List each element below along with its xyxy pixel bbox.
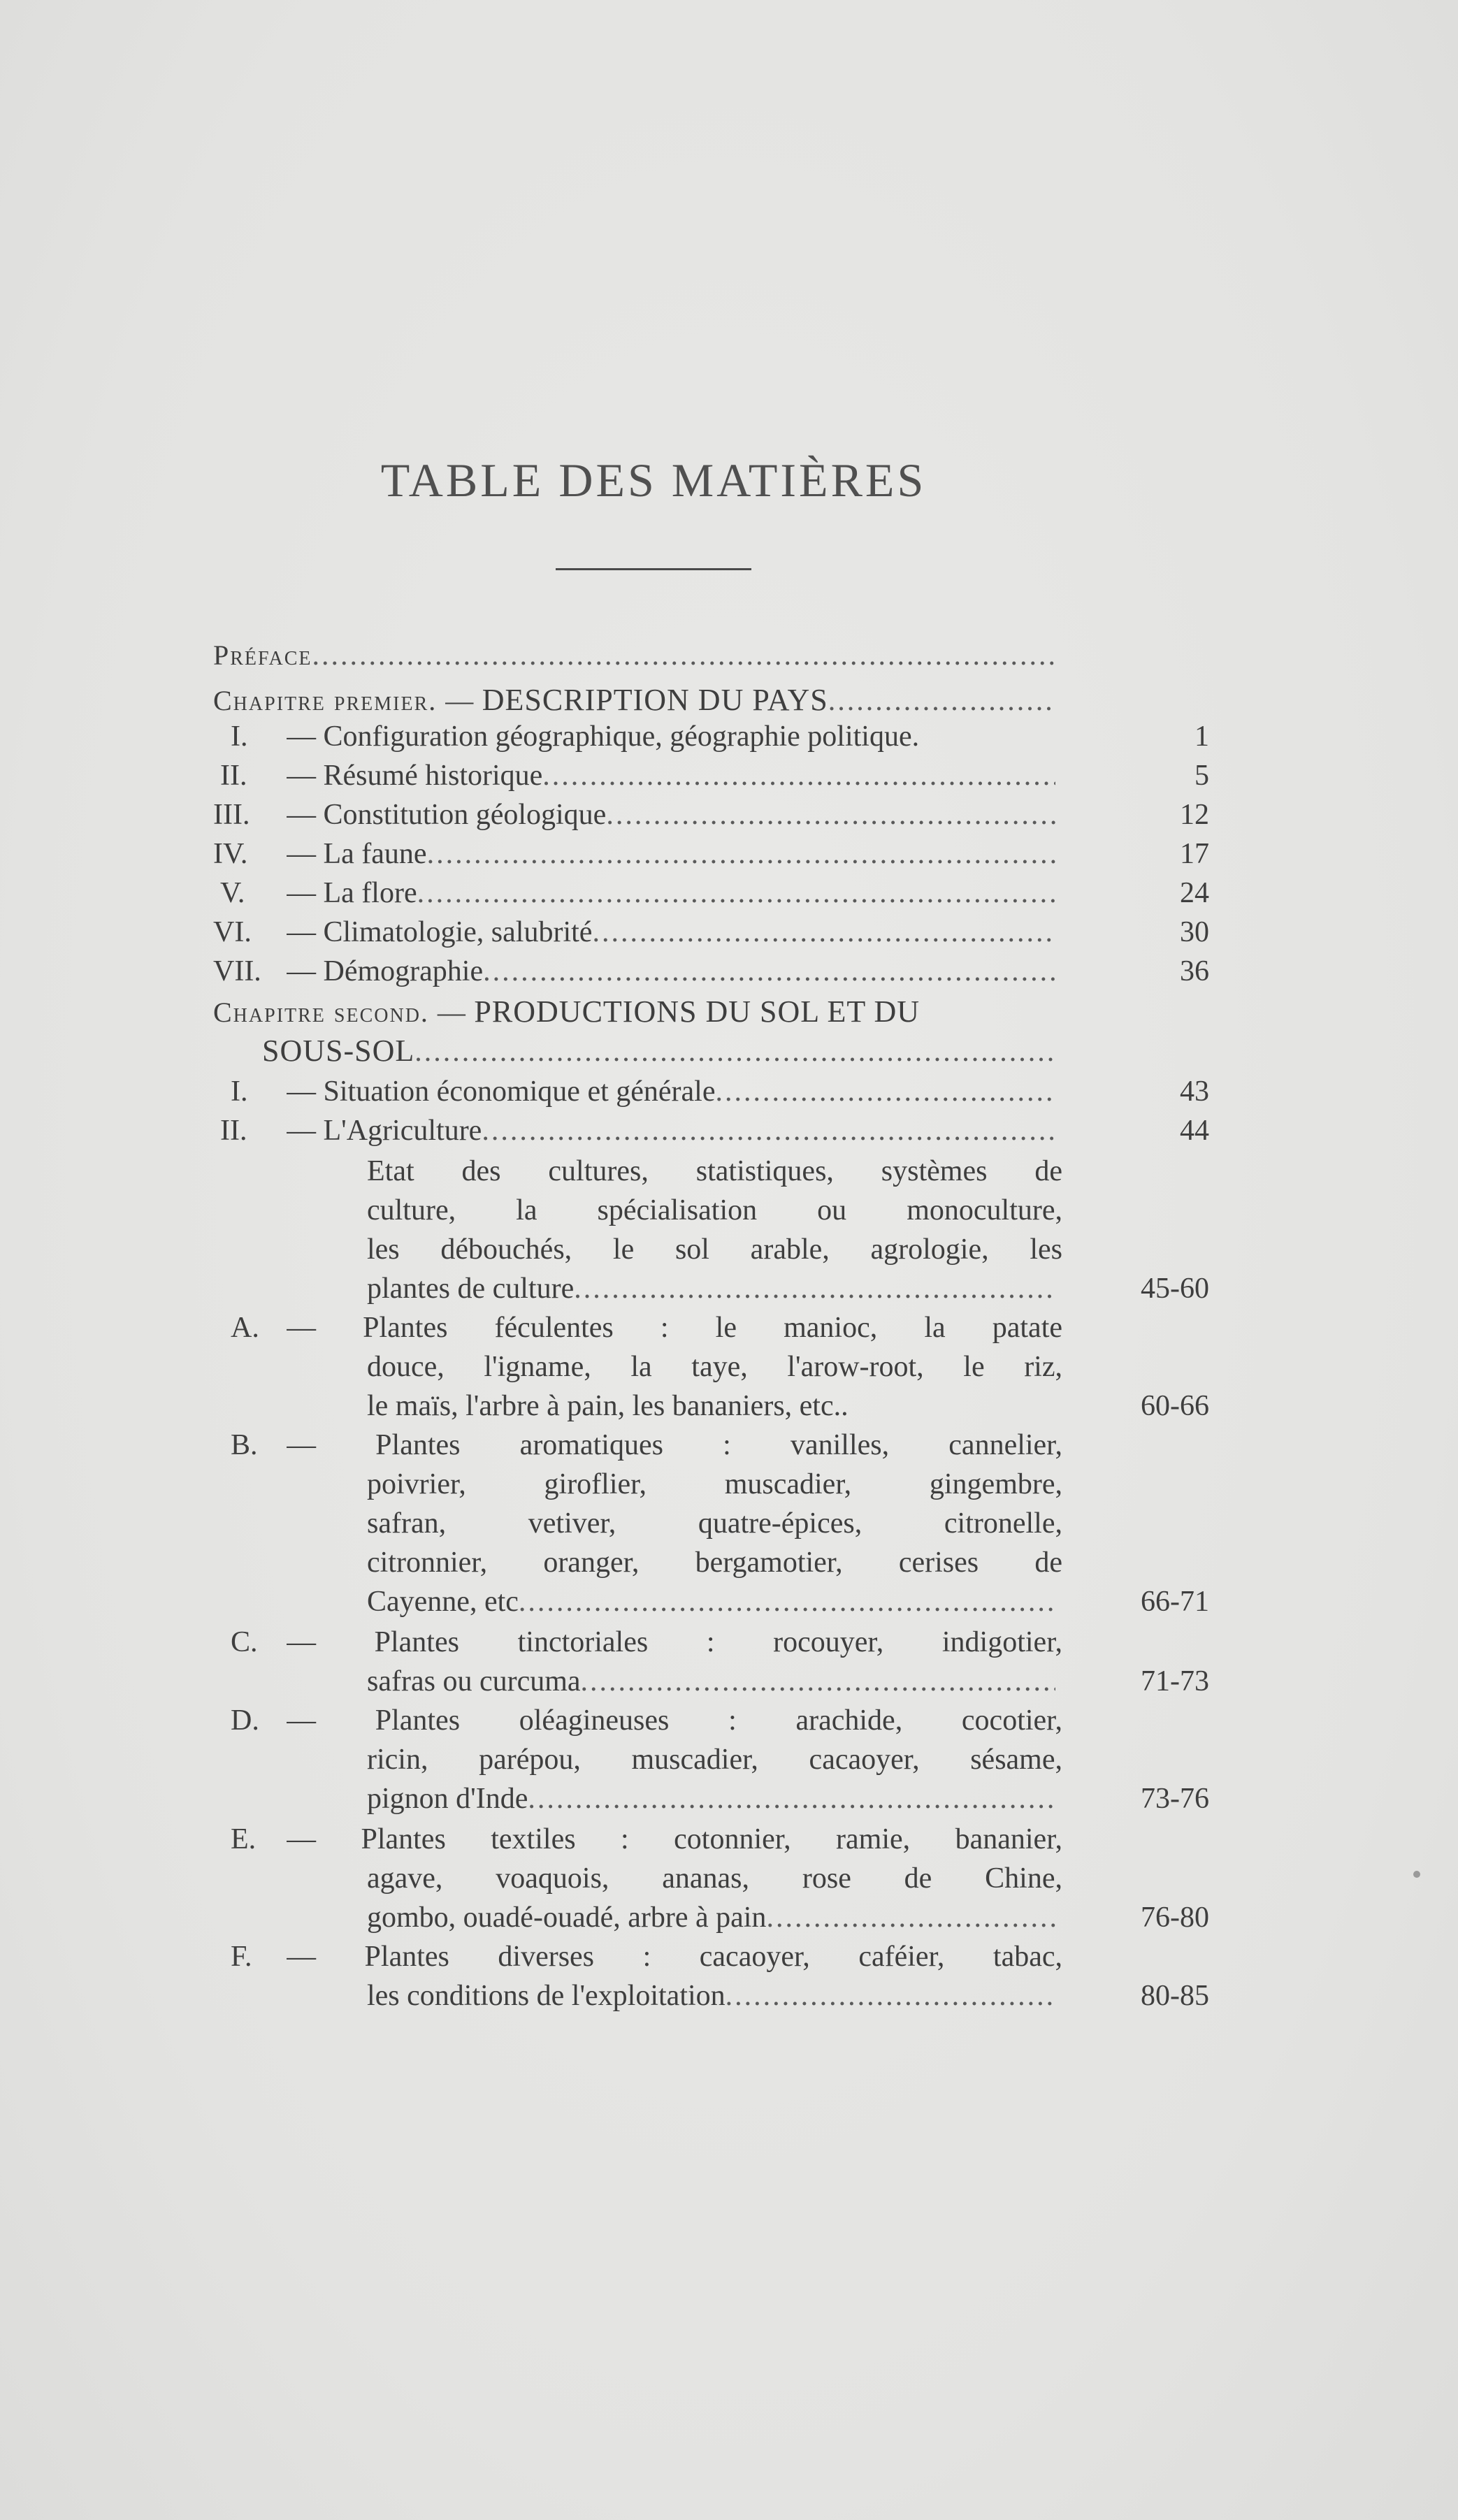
chapter-1-label: Chapitre premier. — xyxy=(213,685,475,716)
preface-label: Préface xyxy=(213,639,312,671)
section-num: I. xyxy=(231,720,248,753)
page-number: 66-71 xyxy=(1141,1586,1209,1618)
toc-entry xyxy=(287,755,1055,797)
chapter-2-label: Chapitre second. — xyxy=(213,997,467,1028)
page-number: 17 xyxy=(1180,838,1209,870)
section-num: II. xyxy=(220,1115,247,1147)
chapter-1-title: DESCRIPTION DU PAYS xyxy=(482,683,828,717)
subentry-line: agave, voaquois, ananas, rose de Chine, xyxy=(367,1862,1062,1895)
section-num: V. xyxy=(220,877,245,909)
subentry-line: gombo, ouadé-ouadé, arbre à pain xyxy=(367,1902,767,1934)
toc-entry xyxy=(287,872,1055,914)
subentry-letter: B. xyxy=(231,1429,258,1461)
subentry-line: les débouchés, le sol arable, agrologie, les xyxy=(367,1233,1062,1266)
page-number: 30 xyxy=(1180,916,1209,948)
page-number: 73-76 xyxy=(1141,1783,1209,1815)
subentry-last xyxy=(367,1778,1055,1820)
subentry-line: le maïs, l'arbre à pain, les bananiers, etc.. xyxy=(367,1390,849,1422)
section-label: — L'Agriculture xyxy=(287,1115,482,1147)
toc-entry xyxy=(287,794,1055,836)
subentry-line: citronnier, oranger, bergamotier, cerises de xyxy=(367,1547,1062,1579)
subentry-line: Cayenne, etc xyxy=(367,1586,519,1618)
page-number: 43 xyxy=(1180,1076,1209,1108)
subentry-line: — Plantes oléagineuses : arachide, cocotier, xyxy=(287,1704,1062,1737)
page-title: TABLE DES MATIÈRES xyxy=(380,454,927,507)
section-label: — Climatologie, salubrité xyxy=(287,916,593,948)
subentry-letter: F. xyxy=(231,1941,252,1973)
section-num: VI. xyxy=(213,916,252,948)
subentry-letter: C. xyxy=(231,1626,258,1658)
toc-preface xyxy=(213,635,1055,676)
page-number: 36 xyxy=(1180,955,1209,987)
section-label: — Résumé historique xyxy=(287,760,543,792)
section-label: — La faune xyxy=(287,838,427,870)
page-number: 76-80 xyxy=(1141,1902,1209,1934)
toc-chapter-2 xyxy=(213,991,1055,1033)
toc-entry xyxy=(287,1071,1055,1113)
section-num: I. xyxy=(231,1076,248,1108)
chapter-2-title-line1: PRODUCTIONS DU SOL ET DU xyxy=(474,994,921,1029)
subentry-line: plantes de culture xyxy=(367,1273,575,1305)
page-number: 5 xyxy=(1194,760,1209,792)
section-num: IV. xyxy=(213,838,248,870)
page-number: 80-85 xyxy=(1141,1980,1209,2012)
subentry-last xyxy=(367,1581,1055,1623)
subentry-letter: E. xyxy=(231,1823,257,1855)
subentry-line: safran, vetiver, quatre-épices, citronelle, xyxy=(367,1507,1062,1540)
section-label: — La flore xyxy=(287,877,417,909)
toc-entry xyxy=(287,1110,1055,1152)
subentry-last xyxy=(367,1897,1055,1939)
subentry-line: — Plantes tinctoriales : rocouyer, indigotier, xyxy=(287,1626,1062,1658)
section-num: III. xyxy=(213,799,250,831)
page-number: 12 xyxy=(1180,799,1209,831)
subentry-line: ricin, parépou, muscadier, cacaoyer, sésame, xyxy=(367,1744,1062,1776)
subentry-line: poivrier, giroflier, muscadier, gingembre, xyxy=(367,1468,1062,1500)
subentry-line: — Plantes aromatiques : vanilles, cannelier, xyxy=(287,1429,1062,1461)
page-number: 60-66 xyxy=(1141,1390,1209,1422)
subentry-line: douce, l'igname, la taye, l'arow-root, le riz, xyxy=(367,1351,1062,1383)
section-label: — Démographie xyxy=(287,955,484,987)
toc-entry xyxy=(287,950,1055,992)
paper-speck xyxy=(1413,1871,1420,1878)
subentry-last xyxy=(367,1975,1055,2017)
subentry-letter: A. xyxy=(231,1312,259,1344)
page-number: 24 xyxy=(1180,877,1209,909)
section-num: II. xyxy=(220,760,247,792)
chapter-2-title-line2: SOUS-SOL xyxy=(262,1034,415,1068)
subentry-line: les conditions de l'exploitation xyxy=(367,1980,726,2012)
subentry-line: pignon d'Inde xyxy=(367,1783,528,1815)
toc-entry xyxy=(287,833,1055,875)
subentry-line: — Plantes féculentes : le manioc, la patate xyxy=(287,1312,1062,1344)
subentry-last xyxy=(367,1268,1055,1310)
section-num: VII. xyxy=(213,955,261,987)
subentry-line: — Plantes textiles : cotonnier, ramie, bananier, xyxy=(287,1823,1062,1855)
subentry-line: safras ou curcuma xyxy=(367,1665,581,1697)
page-number: 71-73 xyxy=(1141,1665,1209,1697)
toc-entry xyxy=(287,911,1055,953)
subentry-letter: D. xyxy=(231,1704,259,1737)
subentry-line: Etat des cultures, statistiques, systèmes de xyxy=(367,1155,1062,1187)
page-number: 1 xyxy=(1194,720,1209,753)
title-rule xyxy=(556,568,751,570)
toc-chapter-2-cont xyxy=(262,1030,1055,1072)
subentry-line: culture, la spécialisation ou monoculture, xyxy=(367,1194,1062,1226)
subentry-line: — Plantes diverses : cacaoyer, caféier, tabac, xyxy=(287,1941,1062,1973)
section-label: — Situation économique et générale xyxy=(287,1076,716,1108)
section-label: — Configuration géographique, géographie politique. xyxy=(287,720,920,753)
page-number: 45-60 xyxy=(1141,1273,1209,1305)
toc-chapter-1 xyxy=(213,679,1055,721)
section-label: — Constitution géologique xyxy=(287,799,607,831)
subentry-last xyxy=(367,1660,1055,1702)
page-number: 44 xyxy=(1180,1115,1209,1147)
